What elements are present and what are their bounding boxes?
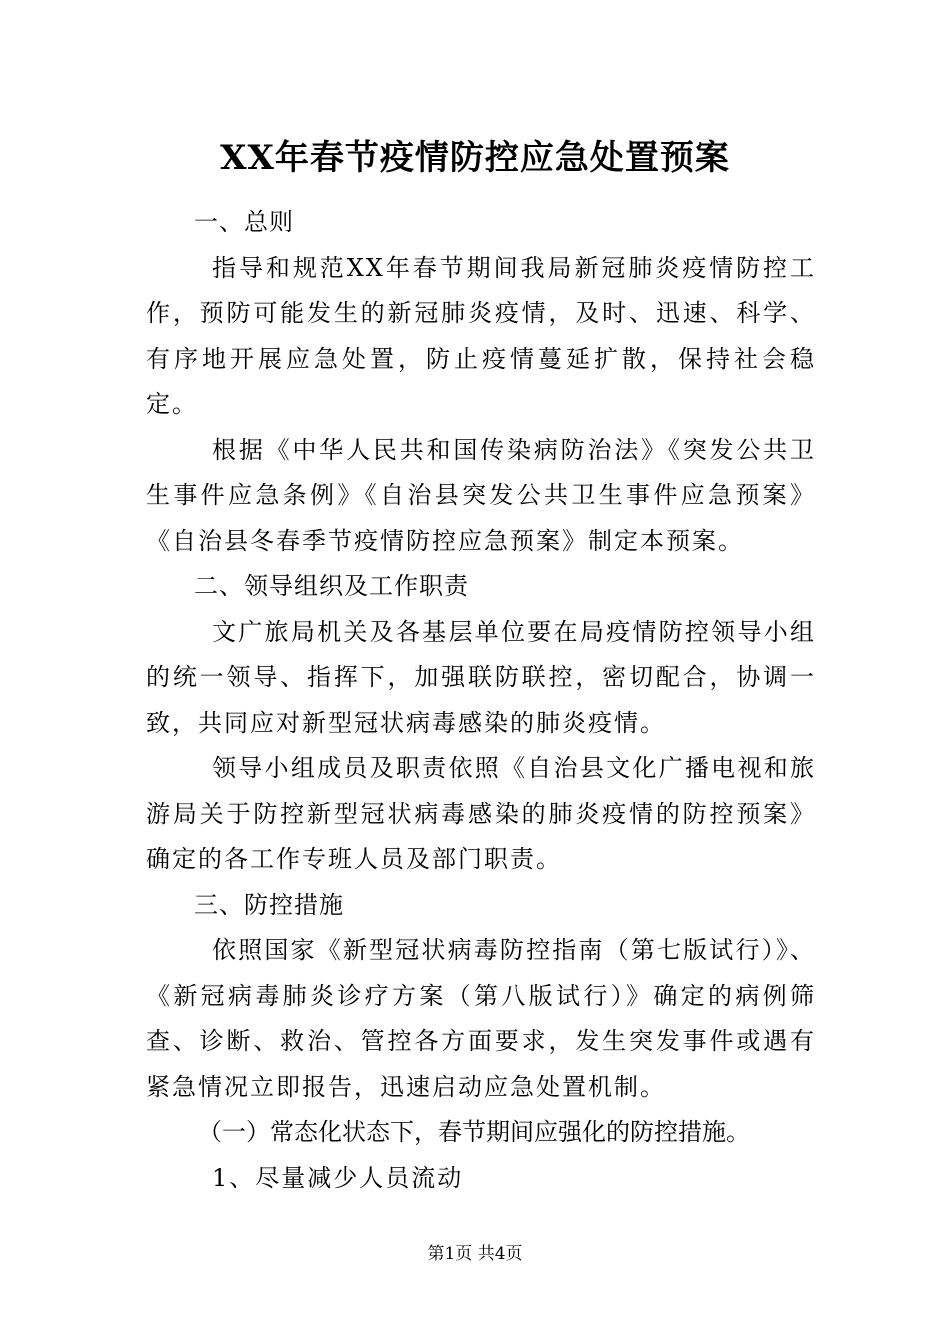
list-item-reduce-movement: 1、尽量减少人员流动 <box>212 1163 464 1192</box>
subsection-heading-routine: （一）常态化状态下，春节期间应强化的防控措施。 <box>198 1118 750 1146</box>
section-heading-general: 一、总则 <box>194 208 294 236</box>
section-heading-leadership: 二、领导组织及工作职责 <box>194 572 469 600</box>
page-footer: 第1页 共4页 <box>427 1244 523 1264</box>
paragraph-duties: 领导小组成员及职责依照《自治县文化广播电视和旅游局关于防控新型冠状病毒感染的肺炎疫情的防控预案》确定的各工作专班人员及部门职责。 <box>146 754 816 873</box>
paragraph-leadership: 文广旅局机关及各基层单位要在局疫情防控领导小组的统一领导、指挥下，加强联防联控，密切配合，协调一致，共同应对新型冠状病毒感染的肺炎疫情。 <box>146 617 816 737</box>
paragraph-measures: 依照国家《新型冠状病毒防控指南（第七版试行）》、《新冠病毒肺炎诊疗方案（第八版试行）》确定的病例筛查、诊断、救治、管控各方面要求，发生突发事件或遇有紧急情况立即报告，迅速启动应急处置机制。 <box>146 936 816 1101</box>
document-title: XX年春节疫情防控应急处置预案 <box>220 138 730 178</box>
paragraph-basis: 根据《中华人民共和国传染病防治法》《突发公共卫生事件应急条例》《自治县突发公共卫生事件应急预案》《自治县冬春季节疫情防控应急预案》制定本预案。 <box>146 435 816 555</box>
document-body <box>146 200 816 1201</box>
paragraph-purpose: 指导和规范XX年春节期间我局新冠肺炎疫情防控工作，预防可能发生的新冠肺炎疫情，及时、迅速、科学、有序地开展应急处置，防止疫情蔓延扩散，保持社会稳定。 <box>146 253 816 418</box>
section-heading-measures: 三、防控措施 <box>194 890 344 919</box>
